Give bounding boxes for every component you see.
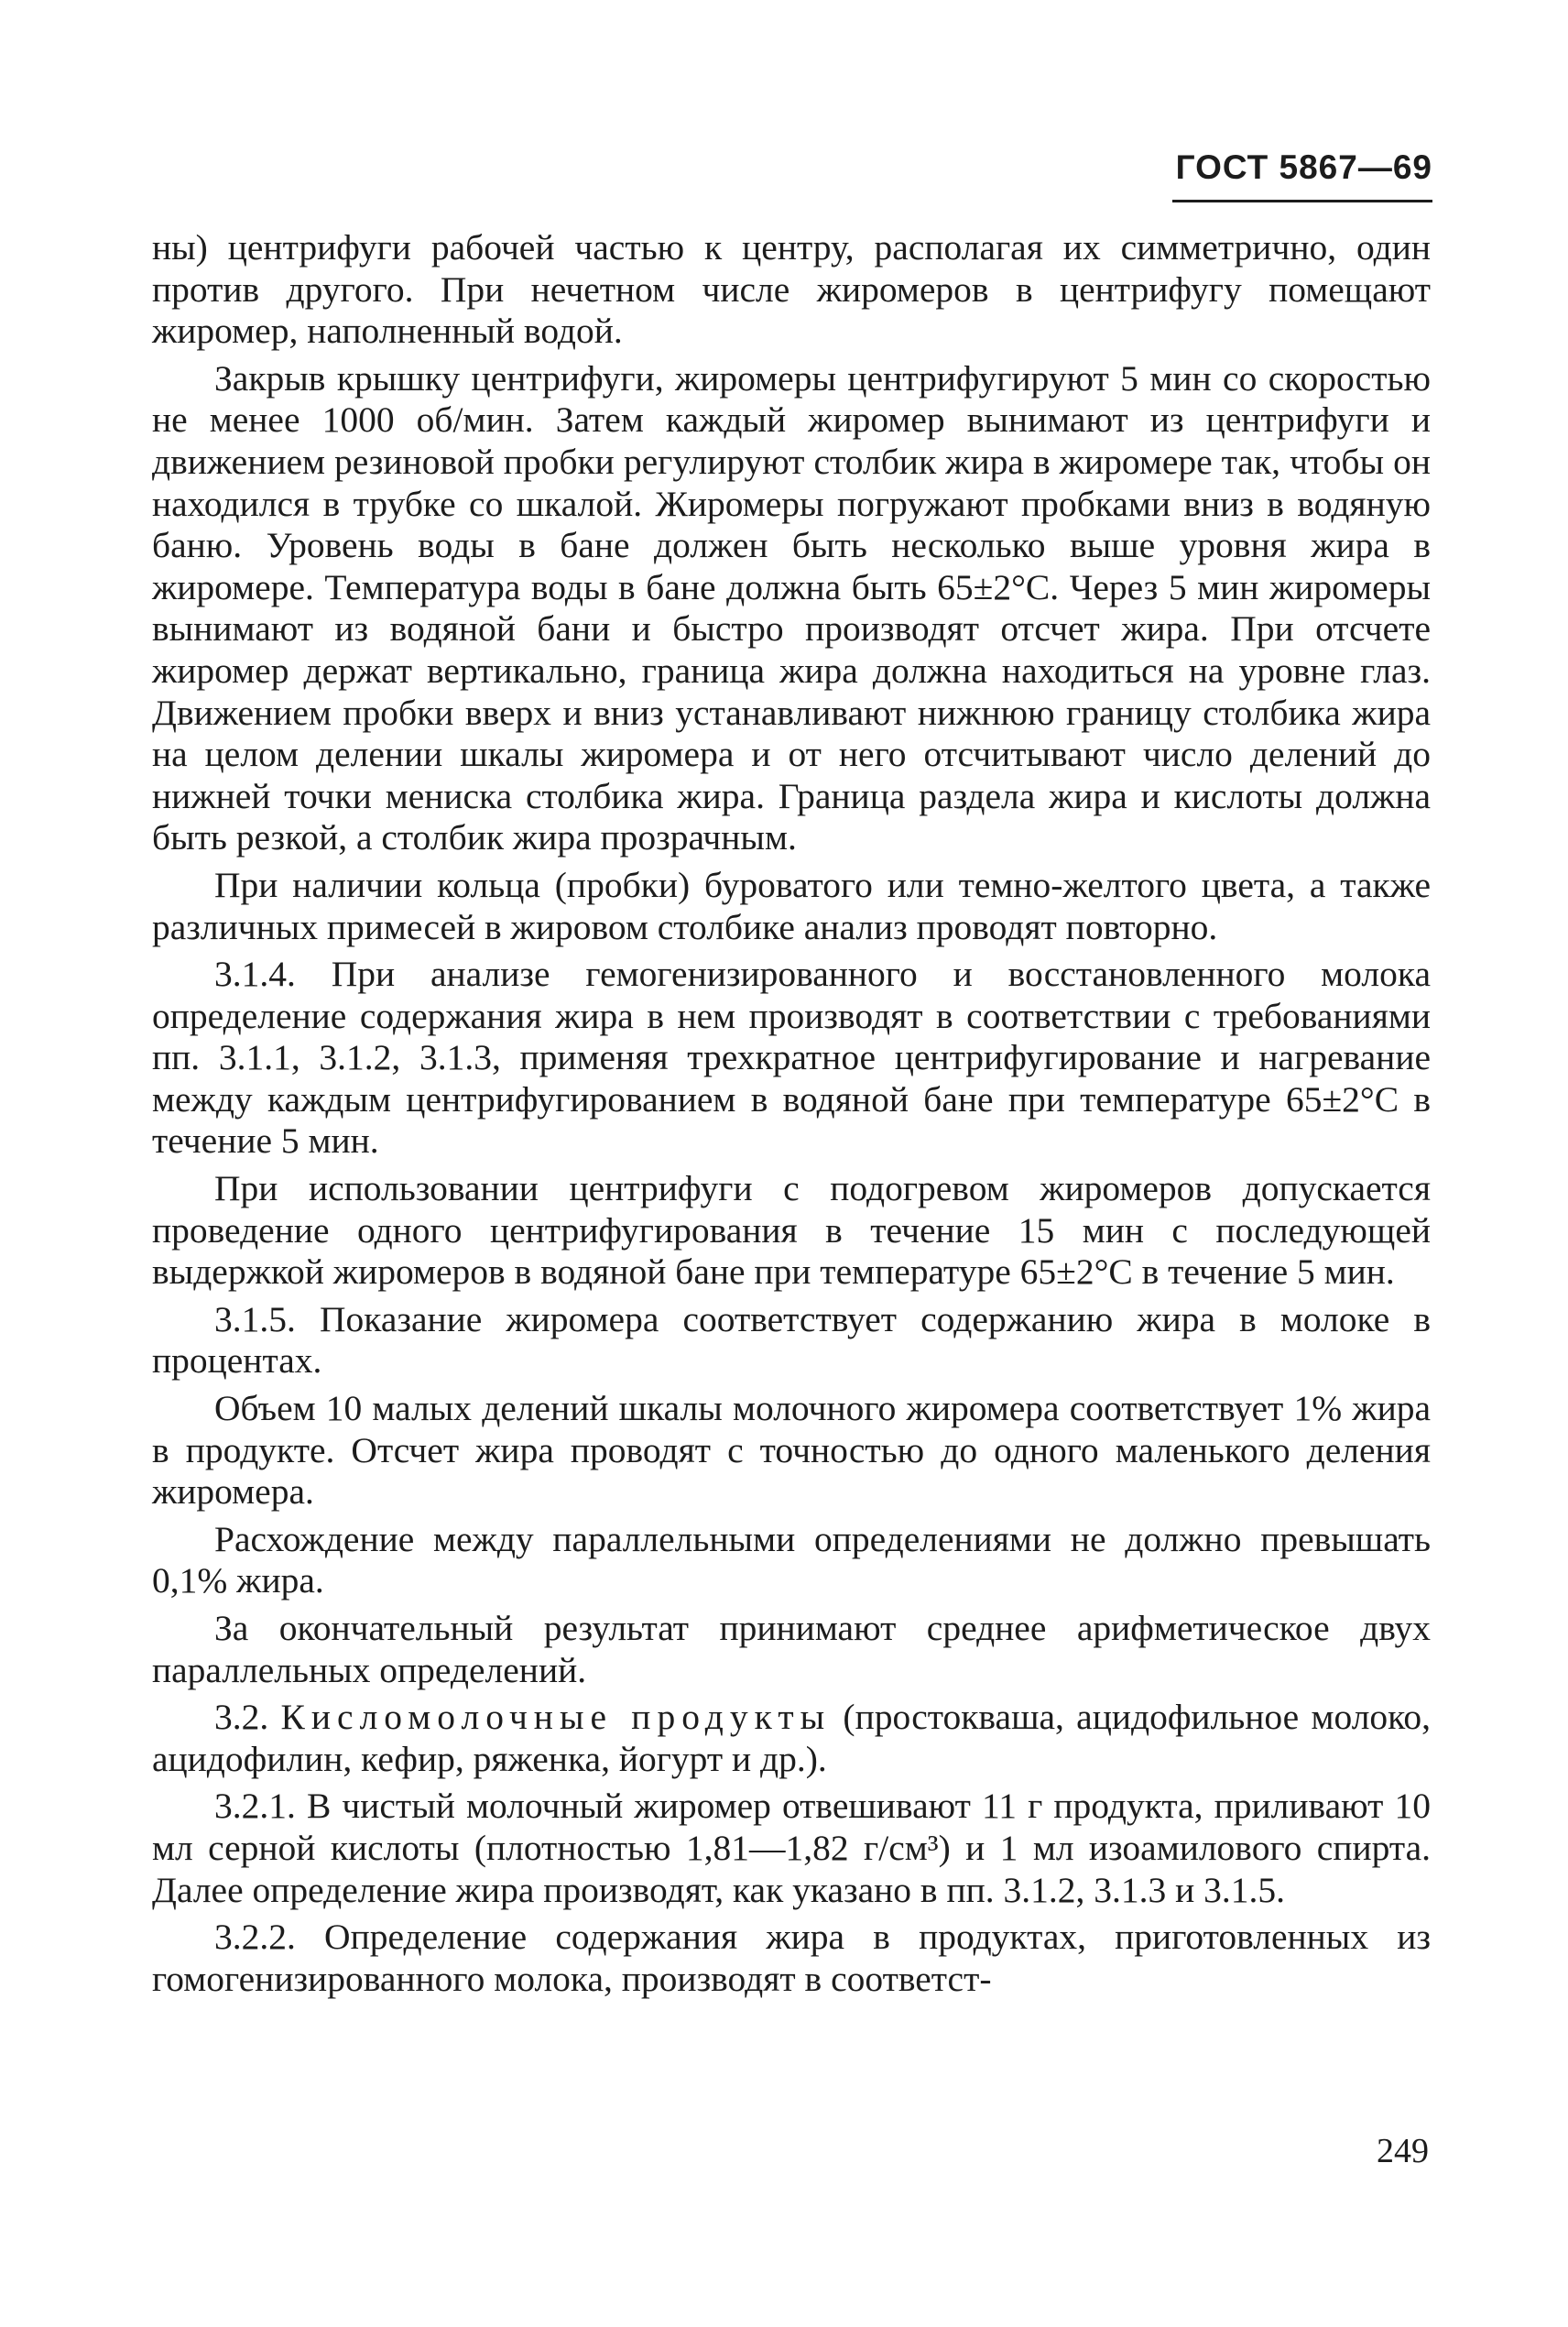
section-number: 3.2.: [214, 1697, 281, 1738]
paragraph: При наличии кольца (пробки) буроватого или темно-желтого цвета, а также различных примесей в жировом столбике анализ проводят повторно.: [152, 864, 1431, 947]
paragraph: За окончательный результат принимают среднее арифметическое двух параллельных определений.: [152, 1608, 1431, 1690]
paragraph-3-1-4: 3.1.4. При анализе гемогенизированного и восстановленного молока определение содержания жира в нем производят в соответствии с требованиями пп. 3.1.1, 3.1.2, 3.1.3, применяя трехкратное центрифугирование и нагревание между каждым центрифугированием в водяной бане при температуре 65±2°С в течение 5 мин.: [152, 954, 1431, 1162]
section-title-rest: (простокваша, ацидофильное молоко, ацидофилин, кефир, ряженка, йогурт и др.).: [152, 1697, 1431, 1779]
running-header: ГОСТ 5867—69: [1175, 148, 1432, 186]
paragraph-continuation: ны) центрифуги рабочей частью к центру, располагая их симметрично, один против другого. При нечетном числе жиромеров в центрифугу помещают жиромер, наполненный водой.: [152, 227, 1431, 352]
body-text: [152, 227, 1431, 2005]
paragraph-3-2: [152, 1697, 1431, 1780]
paragraph: Объем 10 малых делений шкалы молочного жиромера соответствует 1% жира в продукте. Отсчет жира проводят с точностью до одного маленького деления жиромера.: [152, 1388, 1431, 1513]
paragraph-3-2-1: 3.2.1. В чистый молочный жиромер отвешивают 11 г продукта, приливают 10 мл серной кислоты (плотностью 1,81—1,82 г/см³) и 1 мл изоамилового спирта. Далее определение жира производят, как указано в пп. 3.1.2, 3.1.3 и 3.1.5.: [152, 1786, 1431, 1910]
paragraph: При использовании центрифуги с подогревом жиромеров допускается проведение одного центрифугирования в течение 15 мин с последующей выдержкой жиромеров в водяной бане при температуре 65±2°С в течение 5 мин.: [152, 1168, 1431, 1293]
section-title-spaced: Кисломолочные продукты: [280, 1697, 832, 1738]
paragraph-3-1-5: 3.1.5. Показание жиромера соответствует содержанию жира в молоке в процентах.: [152, 1298, 1431, 1382]
header-rule: [1172, 200, 1432, 202]
paragraph: Расхождение между параллельными определениями не должно превышать 0,1% жира.: [152, 1518, 1431, 1601]
paragraph-3-2-2: 3.2.2. Определение содержания жира в продуктах, приготовленных из гомогенизированного молока, производят в соответст-: [152, 1917, 1431, 1999]
paragraph: Закрыв крышку центрифуги, жиромеры центрифугируют 5 мин со скоростью не менее 1000 об/мин. Затем каждый жиромер вынимают из центрифуги и движением резиновой пробки регулируют столбик жира в жиромере так, чтобы он находился в трубке со шкалой. Жиромеры погружают пробками вниз в водяную баню. Уровень воды в бане должен быть несколько выше уровня жира в жиромере. Температура воды в бане должна быть 65±2°С. Через 5 мин жиромеры вынимают из водяной бани и быстро производят отсчет жира. При отсчете жиромер держат вертикально, граница жира должна находиться на уровне глаз. Движением пробки вверх и вниз устанавливают нижнюю границу столбика жира на целом делении шкалы жиромера и от него отсчитывают число делений до нижней точки мениска столбика жира. Граница раздела жира и кислоты должна быть резкой, а столбик жира прозрачным.: [152, 357, 1431, 858]
page-number: 249: [1377, 2132, 1429, 2170]
